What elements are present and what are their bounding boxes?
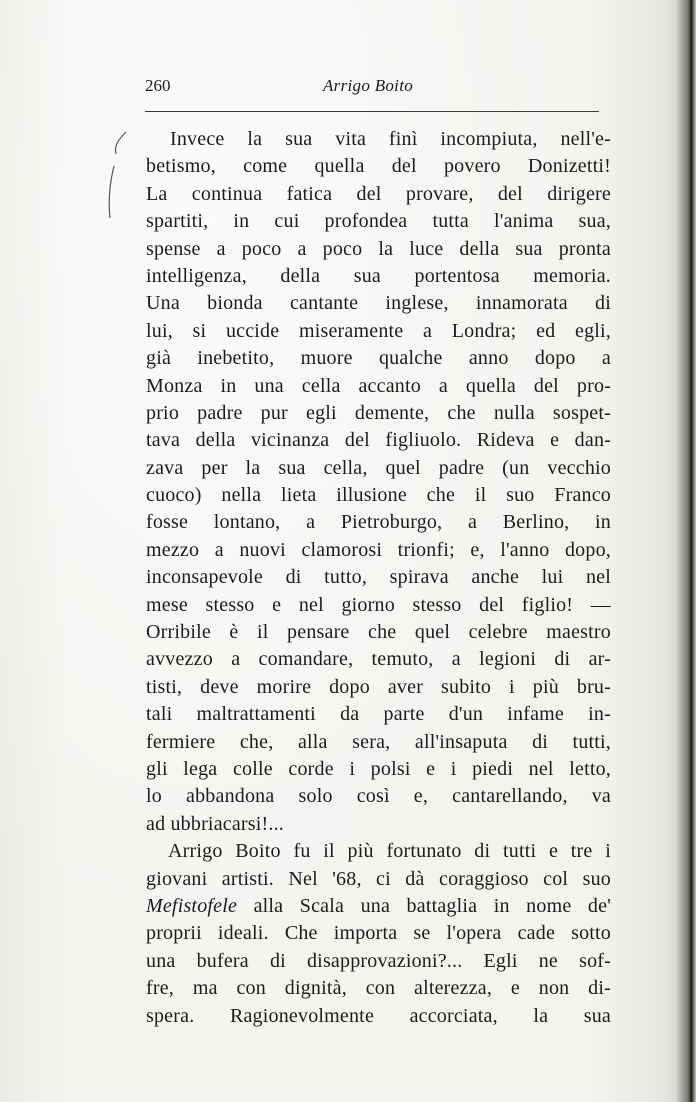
text-line: fre, ma con dignità, con alterezza, e non di- xyxy=(146,977,611,1000)
book-binding-edge xyxy=(662,0,696,1102)
text-line-rest: alla Scala una battaglia in nome de' xyxy=(253,894,611,917)
text-line: fermiere che, alla sera, all'insaputa di tutti, xyxy=(146,730,611,753)
header-rule xyxy=(145,111,599,112)
running-title: Arrigo Boito xyxy=(323,76,414,95)
page-number: 260 xyxy=(145,76,171,95)
text-line: spera. Ragionevolmente accorciata, la sua xyxy=(146,1004,611,1027)
text-line: giovani artisti. Nel '68, ci dà coraggioso col suo xyxy=(146,867,611,890)
text-line: gli lega colle corde i polsi e i piedi nel letto, xyxy=(146,757,611,780)
text-line: Monza in una cella accanto a quella del pro- xyxy=(146,374,611,397)
text-line: Una bionda cantante inglese, innamorata di xyxy=(146,292,611,315)
text-line-with-title xyxy=(146,893,611,920)
text-line: fosse lontano, a Pietroburgo, a Berlino, in xyxy=(146,511,611,534)
text-line: tisti, deve morire dopo aver subito i più bru- xyxy=(146,675,611,698)
text-line: lui, si uccide miseramente a Londra; ed egli, xyxy=(146,319,611,342)
text-line: intelligenza, della sua portentosa memoria. xyxy=(146,264,611,287)
text-line: prio padre pur egli demente, che nulla sospet- xyxy=(146,401,611,424)
text-line: una bufera di disapprovazioni?... Egli ne sof- xyxy=(146,949,611,972)
text-line: Arrigo Boito fu il più fortunato di tutti e tre i xyxy=(168,840,611,863)
text-line: avvezzo a comandare, temuto, a legioni di ar- xyxy=(146,648,611,671)
body-text xyxy=(146,126,611,1030)
text-line: spartiti, in cui profondea tutta l'anima sua, xyxy=(146,210,611,233)
text-line: lo abbandona solo così e, cantarellando, va xyxy=(146,785,611,808)
text-line: già inebetito, muore qualche anno dopo a xyxy=(146,347,611,370)
text-line: spense a poco a poco la luce della sua pronta xyxy=(146,237,611,260)
text-line: tava della vicinanza del figliuolo. Rideva e dan- xyxy=(146,429,611,452)
text-line: proprii ideali. Che importa se l'opera cade sotto xyxy=(146,922,611,945)
text-line: zava per la sua cella, quel padre (un vecchio xyxy=(146,456,611,479)
text-line: mezzo a nuovi clamorosi trionfi; e, l'anno dopo, xyxy=(146,538,611,561)
text-line: tali maltrattamenti da parte d'un infame in- xyxy=(146,703,611,726)
text-line: La continua fatica del provare, del dirigere xyxy=(146,182,611,205)
text-line: ad ubbriacarsi!... xyxy=(146,812,284,835)
text-line: inconsapevole di tutto, spirava anche lui nel xyxy=(146,566,611,589)
opera-title: Mefistofele xyxy=(146,894,238,917)
text-line: Orribile è il pensare che quel celebre maestro xyxy=(146,621,611,644)
text-line: Invece la sua vita finì incompiuta, nell'e- xyxy=(170,128,611,150)
text-line: mese stesso e nel giorno stesso del figlio! — xyxy=(146,593,611,616)
text-line: betismo, come quella del povero Donizetti! xyxy=(146,155,611,178)
page-header xyxy=(145,76,600,98)
text-line: cuoco) nella lieta illusione che il suo Franco xyxy=(146,484,611,507)
pencil-margin-mark xyxy=(104,130,130,220)
